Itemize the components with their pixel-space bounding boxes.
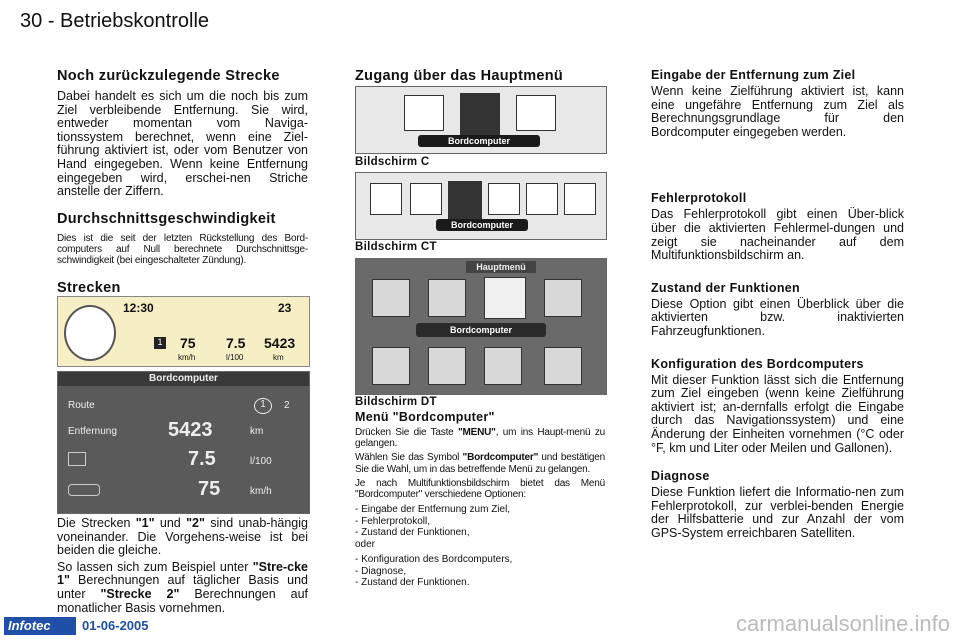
map-icon [488,183,520,215]
entfernung-label: Entfernung [68,426,117,437]
trip-selector: 1 [154,337,166,349]
column-left-lower [57,517,308,615]
settings-icon [516,95,556,131]
notebook-icon [544,279,582,317]
list-item: - Zustand der Funktionen. [355,577,605,589]
screen-title: Bordcomputer [58,372,309,386]
section-body: Mit dieser Funktion lässt sich die Entfernung zum Ziel eingeben (wenn keine Zielführung aktiviert ist; an-dernfalls erfolgt die Eingabe durch das Navigationssystem) und eine Änderung der Einheiten vornehmen (°C oder °F, km und Liter oder Meilen und Gallonen). [651,372,904,455]
clock-icon [64,305,116,361]
map-icon [484,347,522,385]
page-title: Betriebskontrolle [60,10,210,32]
list-item: - Diagnose, [355,566,605,578]
speed-unit: km/h [250,486,272,497]
screen-label: Bordcomputer [418,135,540,147]
route-label: Route [68,400,95,411]
option-list-1 [355,504,605,539]
video-icon [544,347,582,385]
telephone-icon [410,183,442,215]
menu-description [355,410,605,589]
section-body: Das Fehlerprotokoll gibt einen Über-blick über die aktivierten Fehlermel-dungen und zeigt sie nacheinander auf dem Multifunktionsbildschirm an. [651,207,904,263]
strecken-paragraph: Die Strecken "1" und "2" sind unab-hängig voneinander. Die Vorgehens-weise ist bei beiden die gleiche. [57,516,308,558]
section-body: Wenn keine Zielführung aktiviert ist, kann eine ungefähre Entfernung zum Ziel als Berechnungsgrundlage für den Bordcomputer eingegeben werden. [651,84,904,139]
section-title: Diagnose [651,469,710,484]
entfernung-value: 5423 [168,419,213,441]
section-title: Strecken [57,280,121,297]
screen-label: Bordcomputer [416,323,546,337]
infotec-logo: Infotec [4,617,76,635]
column-right [651,68,904,540]
strecken-example-paragraph: So lassen sich zum Beispiel unter "Stre-cke 1" Berechnungen auf täglicher Basis und unter "Strecke 2" Berechnungen auf monatlicher Basis vornehmen. [57,559,308,615]
list-item: - Konfiguration des Bordcomputers, [355,554,605,566]
distance-value: 5423 [264,335,296,351]
page-header: 30 - Betriebskontrolle [20,10,210,32]
column-left [57,68,308,302]
speed-unit: km/h [178,353,196,362]
menu-paragraph: Drücken Sie die Taste "MENU", um ins Haupt-menü zu gelangen. [355,427,605,450]
light-icon [372,347,410,385]
consumption-value: 7.5 [226,335,246,351]
menu-paragraph: Wählen Sie das Symbol "Bordcomputer" und bestätigen Sie die Wahl, um in das betreffende Menü zu gelangen. [355,452,605,475]
navigation-icon [372,279,410,317]
speed-value: 75 [198,478,221,500]
section-title: Zugang über das Hauptmenü [355,68,564,84]
consumption-value: 7.5 [188,448,216,470]
navigation-icon [370,183,402,215]
section-title: Fehlerprotokoll [651,191,747,206]
section-body: Dabei handelt es sich um die noch bis zum Ziel verbleibende Entfernung. Sie wird, entweder momentan vom Naviga-tionssystem berechnet, wenn eine Ziel-führung aktiviert ist, oder vom Benutzer von Hand eingegeben. Wenn keine Entfernung eingegeben wird, erschei-nen Striche anstelle der Ziffern. [57,89,308,199]
option-list-2 [355,554,605,589]
time-readout: 12:30 [123,301,154,315]
fuel-pump-icon [448,181,482,219]
phone-icon [526,183,558,215]
footer-date: 01-06-2005 [82,618,149,633]
bordcomputer-screen [57,371,310,514]
entfernung-unit: km [250,426,264,437]
distance-unit: km [273,353,284,362]
hauptmenu-label: Hauptmenü [466,261,536,273]
consumption-unit: l/100 [250,456,272,467]
fuel-icon [68,452,86,466]
equalizer-icon [428,347,466,385]
list-item: - Eingabe der Entfernung zum Ziel, [355,504,605,516]
consumption-unit: l/100 [226,353,244,362]
caption-screen-c: Bildschirm C [355,156,430,168]
route-option-1: 1 [254,398,272,414]
watermark: carmanualsonline.info [735,611,950,636]
menu-title: Menü "Bordcomputer" [355,410,495,424]
screen-label: Bordcomputer [436,219,528,231]
telephone-icon [428,279,466,317]
computer-icon [484,277,526,319]
speed-value: 75 [180,335,196,351]
page-number: 30 [20,10,43,32]
trip-display [57,296,310,367]
car-icon [68,484,100,496]
section-body: Dies ist die seit der letzten Rückstellung des Bord-computers auf Null berechnete Durchschnittsge-schwindigkeit (bei eingeschalteter Zündung). [57,232,308,267]
section-title: Zustand der Funktionen [651,280,800,295]
caption-screen-dt: Bildschirm DT [355,396,437,408]
settings-icon [564,183,596,215]
temperature-readout: 23 [278,301,292,315]
fuel-pump-icon [460,93,500,135]
route-option-2: 2 [284,400,290,411]
section-body: Diese Option gibt einen Überblick über die aktivierten bzw. inaktivierten Fahrzeugfunktionen. [651,296,904,338]
screen-dt [355,258,607,395]
screen-c [355,86,607,154]
caption-screen-ct: Bildschirm CT [355,241,437,253]
oder-label: oder [355,538,376,550]
list-item: - Fehlerprotokoll, [355,516,605,528]
telephone-icon [404,95,444,131]
section-title: Konfiguration des Bordcomputers [651,356,864,371]
section-title: Durchschnittsgeschwindigkeit [57,210,276,227]
list-item: - Zustand der Funktionen, [355,527,605,539]
section-body: Diese Funktion liefert die Informatio-nen zum Fehlerprotokoll, zur verblei-benden Energie der Hilfsbatterie und zur Anzahl der vom GPS-System erreichbaren Satelliten. [651,485,904,540]
section-title: Noch zurückzulegende Strecke [57,68,280,84]
screen-ct [355,172,607,240]
section-title: Eingabe der Entfernung zum Ziel [651,68,856,82]
menu-paragraph: Je nach Multifunktionsbildschirm bietet das Menü "Bordcomputer" verschiedene Optionen: [355,477,605,501]
